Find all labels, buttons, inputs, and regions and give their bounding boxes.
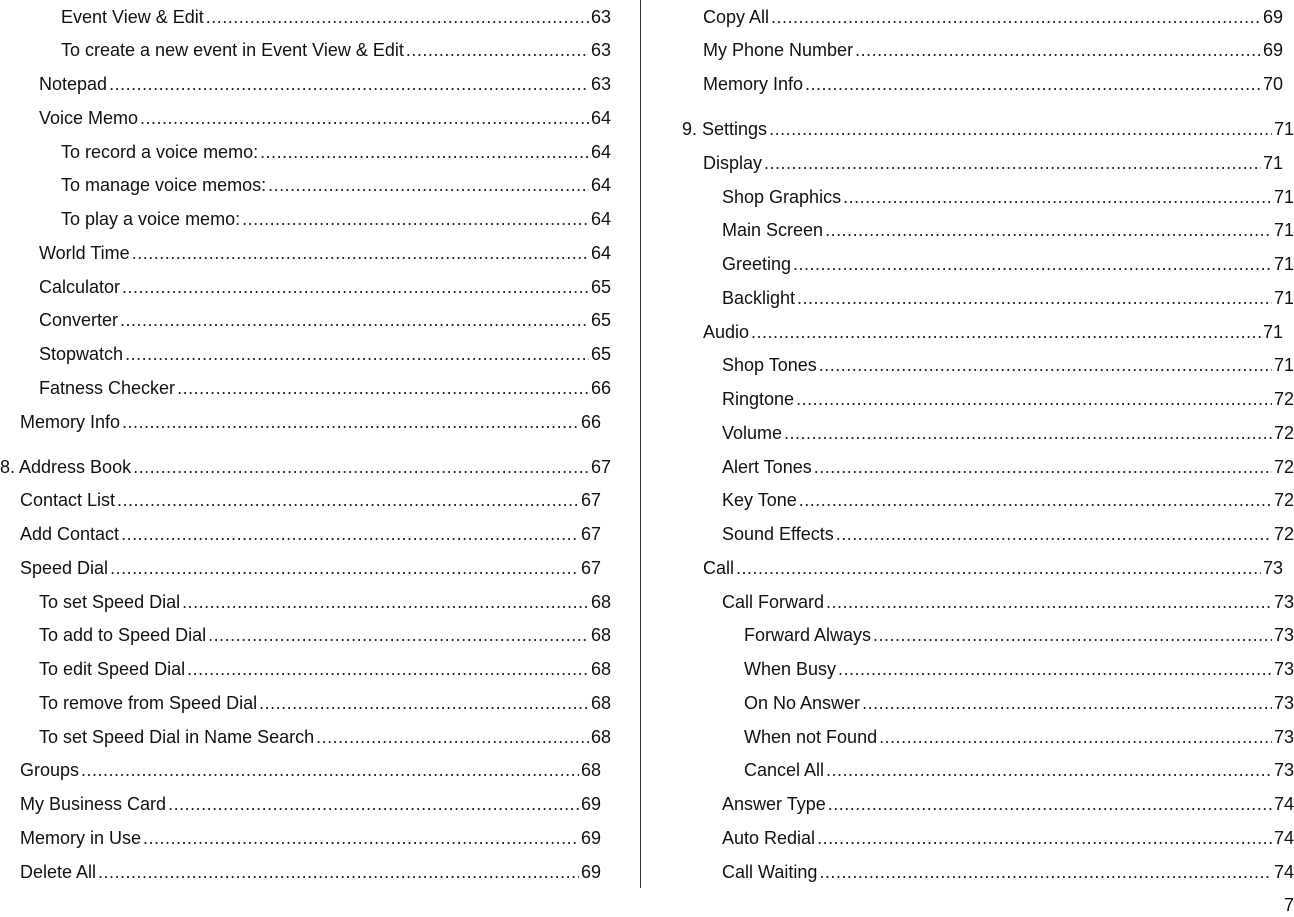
toc-entry[interactable]	[744, 758, 1294, 782]
dot-leader	[814, 455, 1272, 479]
toc-entry[interactable]	[703, 320, 1283, 344]
toc-entry-title: Event View & Edit	[61, 7, 204, 27]
toc-entry-page: 63	[590, 7, 611, 27]
dot-leader	[110, 556, 579, 580]
toc-entry-title: To play a voice memo:	[61, 209, 241, 229]
toc-entry-title: Greeting	[722, 254, 792, 274]
toc-entry-title: To create a new event in Event View & Edit	[61, 40, 404, 60]
toc-entry-title: To add to Speed Dial	[39, 625, 207, 645]
toc-entry[interactable]	[39, 308, 611, 332]
toc-entry-page: 73	[1273, 659, 1294, 679]
toc-entry-title: Audio	[703, 322, 750, 342]
dot-leader	[187, 657, 589, 681]
toc-entry-title: Copy All	[703, 7, 770, 27]
toc-entry-title: Memory in Use	[20, 828, 142, 848]
dot-leader	[828, 792, 1272, 816]
dot-leader	[862, 691, 1272, 715]
toc-entry[interactable]	[703, 556, 1283, 580]
dot-leader	[140, 106, 589, 130]
toc-entry-page: 63	[590, 74, 611, 94]
toc-entry-title: Calculator	[39, 277, 121, 297]
toc-entry-page: 67	[580, 490, 601, 510]
toc-entry[interactable]	[20, 792, 601, 816]
toc-entry[interactable]	[20, 556, 601, 580]
toc-entry-page: 70	[1262, 74, 1283, 94]
toc-entry-page: 69	[1262, 40, 1283, 60]
toc-entry-page: 73	[1273, 693, 1294, 713]
toc-entry[interactable]	[722, 421, 1294, 445]
toc-entry-title: To remove from Speed Dial	[39, 693, 258, 713]
toc-entry[interactable]	[744, 691, 1294, 715]
dot-leader	[826, 758, 1272, 782]
toc-entry-title: Shop Tones	[722, 355, 817, 375]
toc-entry-page: 66	[580, 412, 601, 432]
toc-entry-page: 69	[1262, 7, 1283, 27]
toc-entry[interactable]	[39, 241, 611, 265]
toc-entry[interactable]	[39, 590, 611, 614]
dot-leader	[259, 691, 589, 715]
toc-entry-title: Key Tone	[722, 490, 797, 510]
toc-entry[interactable]	[39, 342, 611, 366]
dot-leader	[121, 522, 579, 546]
toc-entry[interactable]	[722, 387, 1294, 411]
dot-leader	[769, 117, 1272, 141]
toc-entry-title: On No Answer	[744, 693, 861, 713]
toc-entry-page: 64	[590, 175, 611, 195]
dot-leader	[838, 657, 1272, 681]
toc-entry[interactable]	[722, 455, 1294, 479]
toc-entry-page: 65	[590, 344, 611, 364]
toc-entry[interactable]	[722, 792, 1294, 816]
toc-entry-title: Notepad	[39, 74, 108, 94]
toc-entry-title: World Time	[39, 243, 130, 263]
toc-entry-title: To set Speed Dial	[39, 592, 181, 612]
toc-entry-page: 68	[590, 592, 611, 612]
toc-entry-page: 73	[1273, 625, 1294, 645]
toc-entry[interactable]	[703, 151, 1283, 175]
toc-entry-page: 72	[1273, 490, 1294, 510]
toc-entry[interactable]	[722, 860, 1294, 884]
toc-entry-page: 64	[590, 108, 611, 128]
toc-entry[interactable]	[39, 275, 611, 299]
dot-leader	[182, 590, 589, 614]
toc-entry-page: 63	[590, 40, 611, 60]
toc-entry[interactable]	[722, 185, 1294, 209]
toc-entry-title: To record a voice memo:	[61, 142, 259, 162]
toc-entry-title: Forward Always	[744, 625, 872, 645]
dot-leader	[817, 826, 1272, 850]
toc-entry-page: 74	[1273, 828, 1294, 848]
toc-entry-page: 65	[590, 310, 611, 330]
toc-entry-page: 69	[580, 794, 601, 814]
toc-entry-title: Main Screen	[722, 220, 824, 240]
toc-entry-title: To edit Speed Dial	[39, 659, 186, 679]
toc-entry-title: Shop Graphics	[722, 187, 842, 207]
dot-leader	[109, 72, 589, 96]
toc-entry-page: 73	[1273, 592, 1294, 612]
dot-leader	[764, 151, 1261, 175]
toc-entry[interactable]	[703, 38, 1283, 62]
dot-leader	[825, 218, 1272, 242]
toc-entry-page: 69	[580, 828, 601, 848]
toc-entry-title: When not Found	[744, 727, 878, 747]
toc-entry-page: 68	[590, 625, 611, 645]
toc-entry[interactable]	[744, 725, 1294, 749]
toc-entry-page: 73	[1273, 760, 1294, 780]
toc-entry[interactable]	[39, 691, 611, 715]
toc-entry-page: 72	[1273, 524, 1294, 544]
toc-entry-page: 67	[590, 457, 611, 477]
toc-entry-title: Memory Info	[20, 412, 121, 432]
toc-entry[interactable]	[722, 590, 1294, 614]
dot-leader	[843, 185, 1272, 209]
dot-leader	[120, 308, 589, 332]
toc-entry[interactable]	[61, 207, 611, 231]
dot-leader	[799, 488, 1272, 512]
dot-leader	[268, 173, 589, 197]
dot-leader	[879, 725, 1272, 749]
dot-leader	[81, 758, 579, 782]
toc-entry-page: 68	[580, 760, 601, 780]
toc-entry-page: 71	[1273, 220, 1294, 240]
toc-entry[interactable]	[722, 353, 1294, 377]
toc-entry-title: Display	[703, 153, 763, 173]
toc-entry[interactable]	[0, 455, 611, 479]
dot-leader	[133, 455, 589, 479]
toc-entry[interactable]	[20, 488, 601, 512]
dot-leader	[793, 252, 1272, 276]
dot-leader	[826, 590, 1272, 614]
toc-entry[interactable]	[39, 623, 611, 647]
toc-entry[interactable]	[744, 657, 1294, 681]
toc-entry-title: My Business Card	[20, 794, 167, 814]
toc-entry-page: 71	[1262, 153, 1283, 173]
toc-entry-title: Contact List	[20, 490, 116, 510]
toc-entry[interactable]	[39, 657, 611, 681]
toc-entry[interactable]	[39, 725, 611, 749]
column-divider	[640, 0, 641, 888]
dot-leader	[98, 860, 579, 884]
toc-entry-title: My Phone Number	[703, 40, 854, 60]
toc-entry-page: 73	[1273, 727, 1294, 747]
toc-entry[interactable]	[39, 376, 611, 400]
toc-entry-title: Add Contact	[20, 524, 120, 544]
toc-entry-page: 71	[1273, 254, 1294, 274]
dot-leader	[208, 623, 589, 647]
toc-entry-title: Answer Type	[722, 794, 826, 814]
page-number: 7	[1283, 895, 1294, 915]
dot-leader	[784, 421, 1272, 445]
dot-leader	[122, 410, 579, 434]
toc-entry[interactable]	[744, 623, 1294, 647]
toc-entry-title: Call Waiting	[722, 862, 818, 882]
toc-entry-page: 71	[1273, 187, 1294, 207]
toc-entry-page: 72	[1273, 423, 1294, 443]
toc-entry-title: Memory Info	[703, 74, 804, 94]
dot-leader	[143, 826, 579, 850]
dot-leader	[796, 387, 1272, 411]
dot-leader	[125, 342, 589, 366]
toc-entry-page: 64	[590, 142, 611, 162]
toc-entry-title: Voice Memo	[39, 108, 139, 128]
toc-entry[interactable]	[722, 522, 1294, 546]
toc-entry-title: Converter	[39, 310, 119, 330]
dot-leader	[751, 320, 1261, 344]
toc-entry-title: To set Speed Dial in Name Search	[39, 727, 315, 747]
toc-entry[interactable]	[722, 826, 1294, 850]
toc-entry[interactable]	[703, 5, 1283, 29]
toc-entry[interactable]	[703, 72, 1283, 96]
toc-entry-title: Auto Redial	[722, 828, 816, 848]
dot-leader	[117, 488, 579, 512]
toc-entry-page: 74	[1273, 862, 1294, 882]
toc-entry-title: Cancel All	[744, 760, 825, 780]
toc-entry-title: Call Forward	[722, 592, 825, 612]
toc-entry[interactable]	[722, 218, 1294, 242]
toc-entry-page: 71	[1262, 322, 1283, 342]
dot-leader	[805, 72, 1261, 96]
toc-entry-title: Speed Dial	[20, 558, 109, 578]
toc-entry[interactable]	[682, 117, 1294, 141]
toc-entry-title: Call	[703, 558, 735, 578]
dot-leader	[206, 5, 589, 29]
toc-entry-page: 72	[1273, 389, 1294, 409]
toc-entry-page: 69	[580, 862, 601, 882]
dot-leader	[736, 556, 1261, 580]
toc-entry-title: Backlight	[722, 288, 796, 308]
toc-entry-title: Groups	[20, 760, 80, 780]
dot-leader	[260, 140, 589, 164]
toc-entry-page: 64	[590, 243, 611, 263]
toc-entry[interactable]	[20, 410, 601, 434]
dot-leader	[316, 725, 589, 749]
toc-entry[interactable]	[20, 826, 601, 850]
dot-leader	[819, 353, 1272, 377]
dot-leader	[242, 207, 589, 231]
dot-leader	[168, 792, 579, 816]
dot-leader	[177, 376, 589, 400]
dot-leader	[819, 860, 1272, 884]
toc-entry-page: 72	[1273, 457, 1294, 477]
toc-entry-page: 67	[580, 524, 601, 544]
toc-entry[interactable]	[61, 173, 611, 197]
toc-entry-page: 67	[580, 558, 601, 578]
toc-entry[interactable]	[722, 252, 1294, 276]
toc-entry-title: Ringtone	[722, 389, 795, 409]
toc-entry-page: 74	[1273, 794, 1294, 814]
toc-entry-page: 71	[1273, 355, 1294, 375]
toc-entry-title: Sound Effects	[722, 524, 834, 544]
toc-entry-title: To manage voice memos:	[61, 175, 267, 195]
dot-leader	[771, 5, 1261, 29]
toc-entry-page: 68	[590, 727, 611, 747]
toc-entry-title: 8. Address Book	[0, 457, 132, 477]
toc-entry[interactable]	[20, 522, 601, 546]
dot-leader	[122, 275, 589, 299]
toc-entry-page: 68	[590, 659, 611, 679]
toc-entry-title: When Busy	[744, 659, 837, 679]
toc-entry-page: 66	[590, 378, 611, 398]
toc-entry[interactable]	[61, 38, 611, 62]
toc-entry-title: Delete All	[20, 862, 97, 882]
dot-leader	[836, 522, 1272, 546]
dot-leader	[855, 38, 1261, 62]
toc-entry-page: 73	[1262, 558, 1283, 578]
toc-entry[interactable]	[39, 72, 611, 96]
toc-entry[interactable]	[722, 286, 1294, 310]
toc-entry-title: Alert Tones	[722, 457, 812, 477]
toc-entry-page: 71	[1273, 288, 1294, 308]
dot-leader	[797, 286, 1272, 310]
toc-entry[interactable]	[61, 5, 611, 29]
toc-entry[interactable]	[39, 106, 611, 130]
dot-leader	[873, 623, 1272, 647]
toc-entry-title: Fatness Checker	[39, 378, 176, 398]
toc-entry[interactable]	[61, 140, 611, 164]
toc-entry-page: 68	[590, 693, 611, 713]
toc-entry[interactable]	[20, 860, 601, 884]
toc-entry[interactable]	[722, 488, 1294, 512]
toc-entry-title: Stopwatch	[39, 344, 124, 364]
toc-entry-page: 64	[590, 209, 611, 229]
dot-leader	[132, 241, 589, 265]
toc-entry-page: 71	[1273, 119, 1294, 139]
dot-leader	[406, 38, 589, 62]
toc-entry[interactable]	[20, 758, 601, 782]
toc-entry-title: Volume	[722, 423, 783, 443]
toc-entry-page: 65	[590, 277, 611, 297]
toc-entry-title: 9. Settings	[682, 119, 768, 139]
